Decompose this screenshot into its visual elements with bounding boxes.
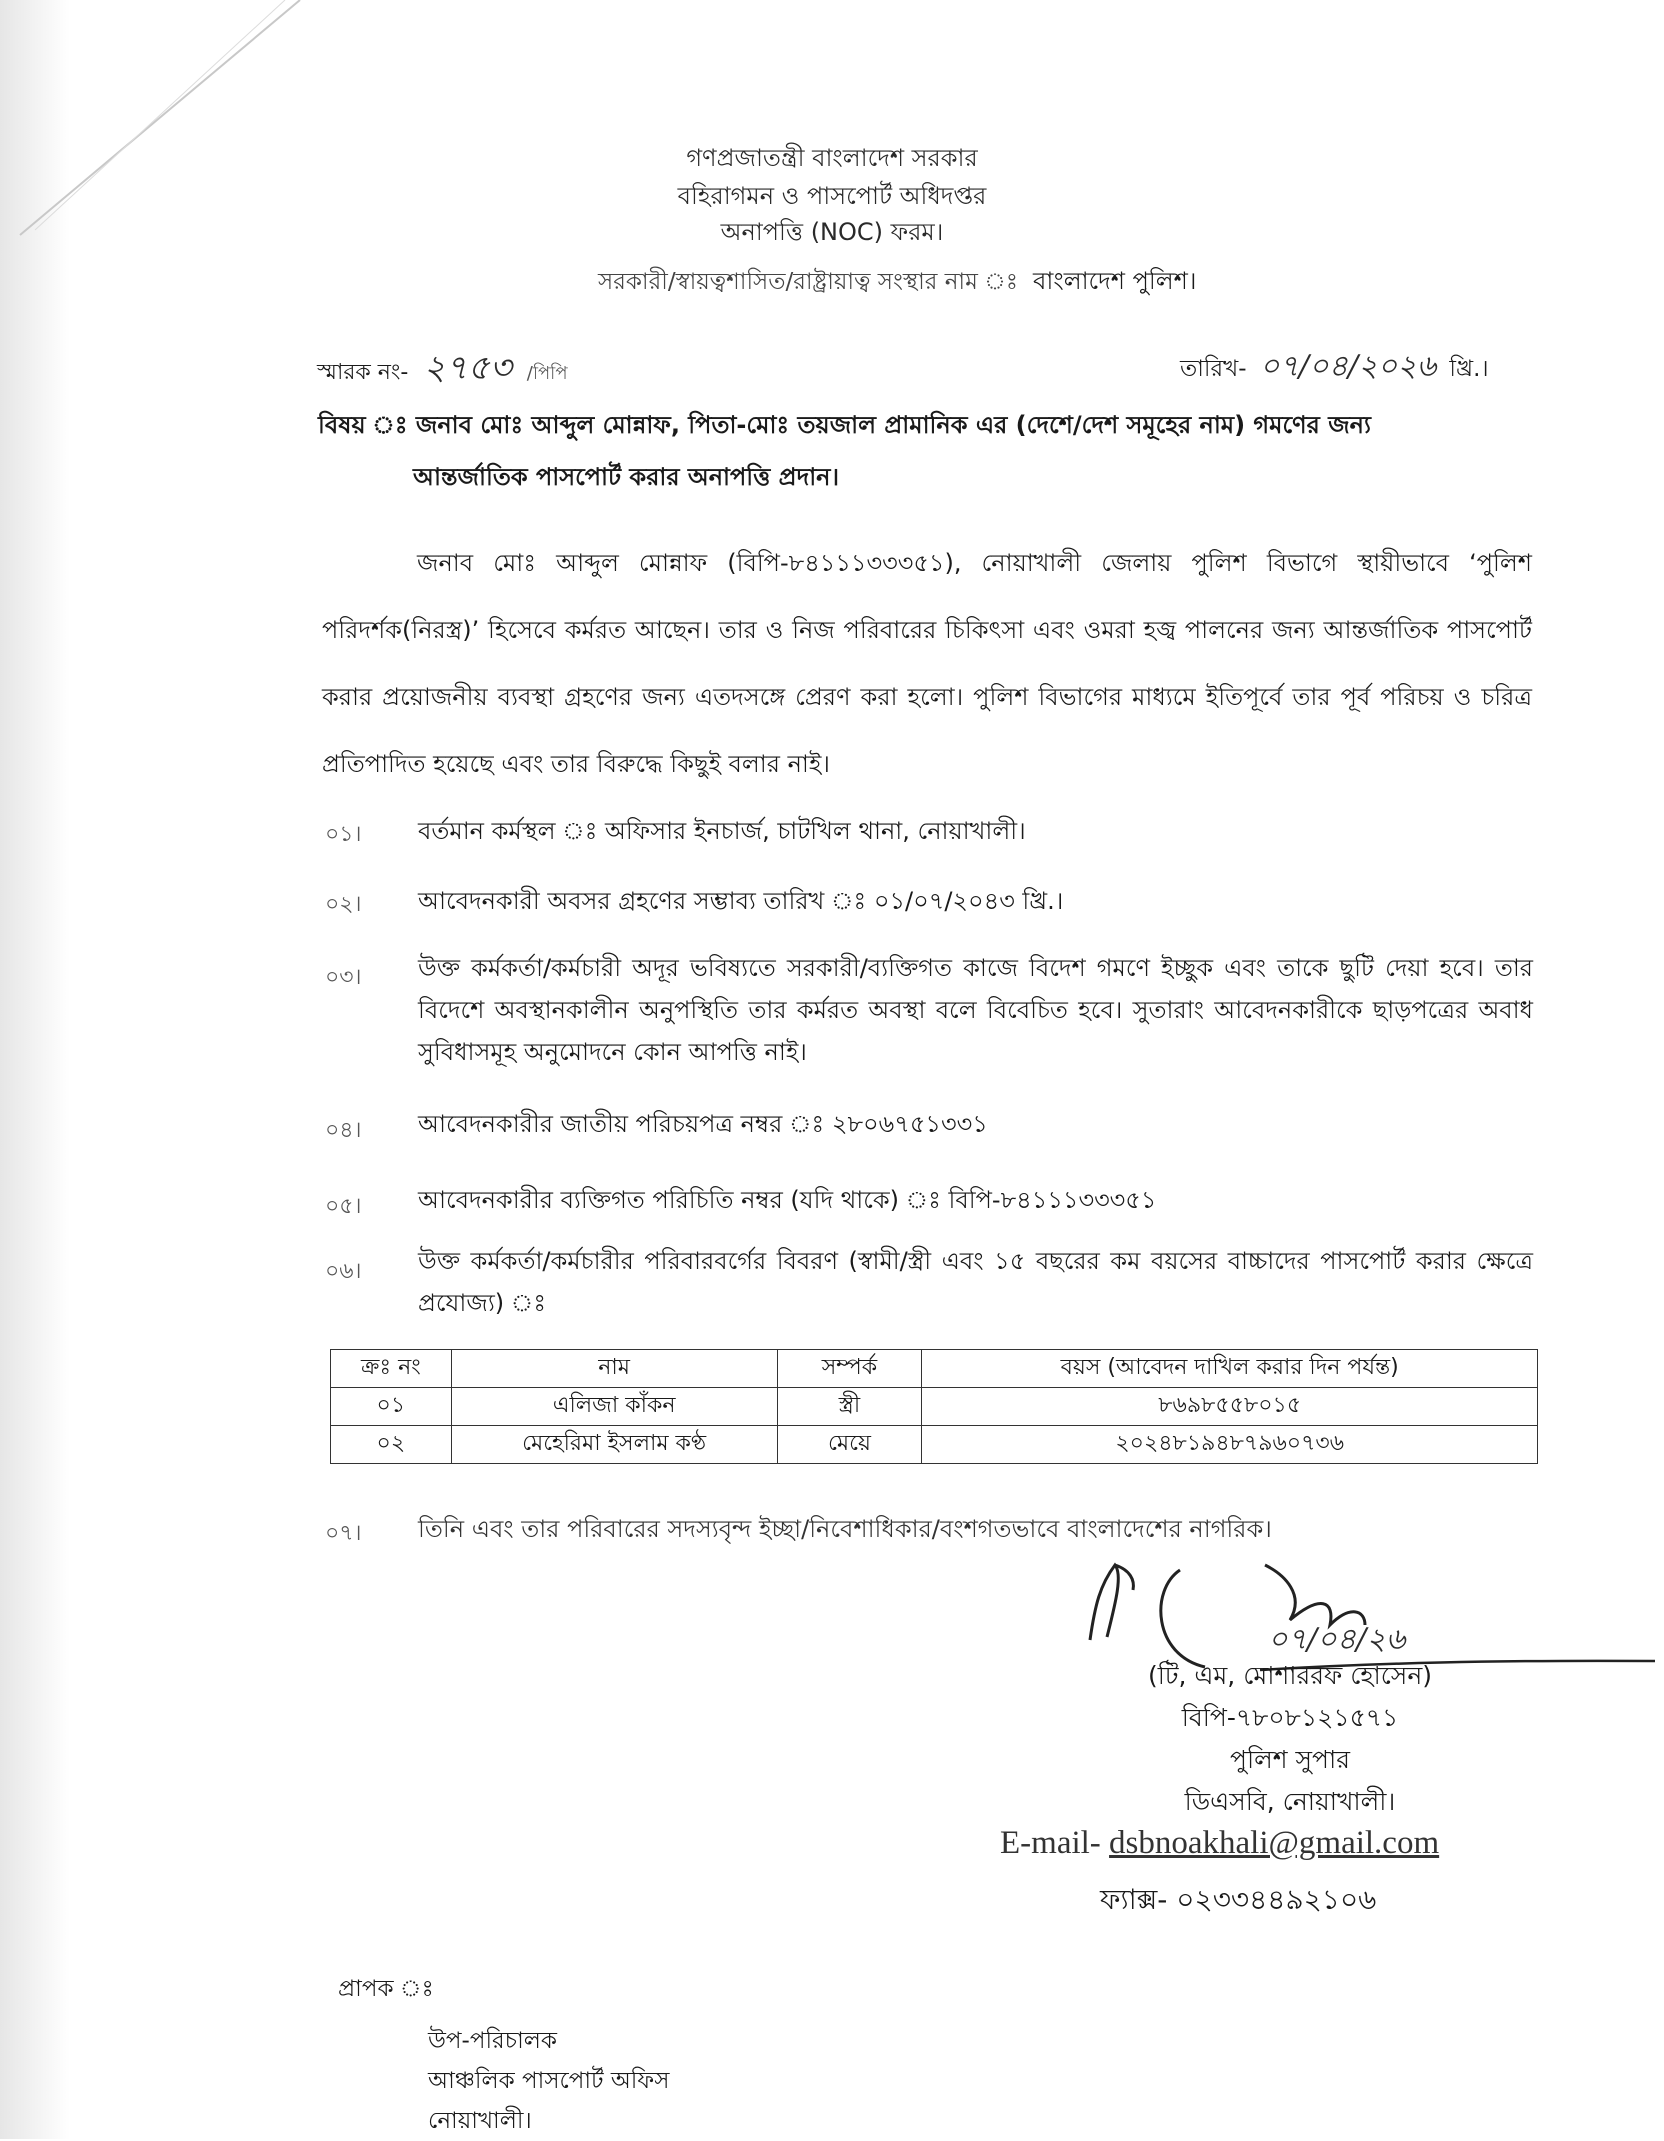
header-line-form: অনাপত্তি (NOC) ফরম। (720, 218, 944, 246)
date-label: তারিখ- (1180, 356, 1247, 382)
table-cell-serial: ০২ (331, 1426, 452, 1464)
signatory-name: (টি, এম, মোশাররফ হোসেন) (1147, 1661, 1432, 1690)
body-paragraph: জনাব মোঃ আব্দুল মোন্নাফ (বিপি-৮৪১১১৩৩৩৫১), নোয়াখালী জেলায় পুলিশ বিভাগে স্থায়ীভাবে ‘পুলিশ পরিদর্শক(নিরস্ত্র)’ হিসেবে কর্মরত আছেন। তার ও নিজ পরিবারের চিকিৎসা এবং ওমরা হজ্ব পালনের জন্য আন্তর্জাতিক পাসপোর্ট করার প্রয়োজনীয় ব্যবস্থা গ্রহণের জন্য এতদসঙ্গে প্রেরণ করা হলো। পুলিশ বিভাগের মাধ্যমে ইতিপূর্বে তার পূর্ব পরিচয় ও চরিত্র প্রতিপাদিত হয়েছে এবং তার বিরুদ্ধে কিছুই বলার নাই। (322, 549, 1532, 778)
table-cell-relation: স্ত্রী (777, 1388, 922, 1426)
email-line (1000, 1825, 1439, 1862)
table-header-row (331, 1350, 1538, 1388)
date-suffix: খ্রি.। (1449, 356, 1489, 382)
item-06-number: ০৬। (325, 1259, 362, 1284)
table-cell-age: ২০২৪৮১৯৪৮৭৯৬০৭৩৬ (922, 1426, 1538, 1464)
organization-label: সরকারী/স্বায়ত্বশাসিত/রাষ্ট্রায়াত্ব সংস্থার নাম ঃ (598, 269, 1019, 295)
recipient-line-3: নোয়াখালী। (428, 2108, 532, 2134)
table-cell-age: ৮৬৯৮৫৫৮০১৫ (922, 1388, 1538, 1426)
signatory-office: ডিএসবি, নোয়াখালী। (1184, 1787, 1396, 1816)
table-row (331, 1388, 1538, 1426)
table-cell-name: এলিজা কাঁকন (451, 1388, 777, 1426)
signatory-bp: বিপি-৭৮০৮১২১৫৭১ (1181, 1703, 1399, 1732)
memo-suffix: /পিপি (526, 363, 568, 384)
memo-line (317, 342, 568, 399)
item-07-number: ০৭। (325, 1521, 362, 1546)
recipient-line-2: আঞ্চলিক পাসপোর্ট অফিস (428, 2068, 670, 2094)
organization-name: বাংলাদেশ পুলিশ। (1033, 267, 1197, 295)
signatory-designation: পুলিশ সুপার (1230, 1745, 1350, 1774)
item-01-text: বর্তমান কর্মস্থল ঃ অফিসার ইনচার্জ, চাটখিল থানা, নোয়াখালী। (418, 817, 1026, 845)
recipient-label: প্রাপক ঃ (338, 1976, 434, 2002)
item-06-text: উক্ত কর্মকর্তা/কর্মচারীর পরিবারবর্গের বিবরণ (স্বামী/স্ত্রী এবং ১৫ বছরের কম বয়সের বাচ্চাদের পাসপোর্ট করার ক্ষেত্রে প্রযোজ্য) ঃ (418, 1247, 1533, 1317)
item-02-number: ০২। (325, 892, 362, 917)
recipient-line-1: উপ-পরিচালক (428, 2028, 557, 2054)
subject-line-1: বিষয় ঃ জনাব মোঃ আব্দুল মোন্নাফ, পিতা-মোঃ তয়জাল প্রামানিক এর (দেশে/দেশ সমূহের নাম) গমণের জন্য (318, 411, 1371, 439)
header-line-govt: গণপ্রজাতন্ত্রী বাংলাদেশ সরকার (686, 144, 978, 172)
signature-date: ০৭/০৪/২৬ (1268, 1622, 1406, 1657)
item-07-text: তিনি এবং তার পরিবারের সদস্যবৃন্দ ইচ্ছা/নিবেশাধিকার/বংশগতভাবে বাংলাদেশের নাগরিক। (418, 1515, 1272, 1543)
item-05-number: ০৫। (325, 1194, 362, 1219)
item-05-text: আবেদনকারীর ব্যক্তিগত পরিচিতি নম্বর (যদি থাকে) ঃ বিপি-৮৪১১১৩৩৩৫১ (418, 1186, 1157, 1214)
table-row (331, 1426, 1538, 1464)
item-03-number: ০৩। (325, 965, 362, 990)
date-value: ০৭/০৪/২০২৬ (1259, 349, 1437, 384)
table-header-age: বয়স (আবেদন দাখিল করার দিন পর্যন্ত) (922, 1350, 1538, 1388)
table-cell-serial: ০১ (331, 1388, 452, 1426)
subject-line-2: আন্তর্জাতিক পাসপোর্ট করার অনাপত্তি প্রদান। (413, 463, 840, 491)
item-01-number: ০১। (325, 822, 362, 847)
organization-line (598, 263, 1196, 303)
fax-line: ফ্যাক্স- ০২৩৩৪৪৯২১০৬ (1100, 1883, 1377, 1916)
item-02-text: আবেদনকারী অবসর গ্রহণের সম্ভাব্য তারিখ ঃ ০১/০৭/২০৪৩ খ্রি.। (418, 887, 1064, 915)
item-04-number: ০৪। (325, 1118, 362, 1143)
scan-shadow (0, 0, 70, 2139)
item-03-text: উক্ত কর্মকর্তা/কর্মচারী অদূর ভবিষ্যতে সরকারী/ব্যক্তিগত কাজে বিদেশ গমণে ইচ্ছুক এবং তাকে ছুটি দেয়া হবে। তার বিদেশে অবস্থানকালীন অনুপস্থিতি তার কর্মরত অবস্থা বলে বিবেচিত হবে। সুতারাং আবেদনকারীকে ছাড়পত্রের অবাধ সুবিধাসমূহ অনুমোদনে কোন আপত্তি নাই। (418, 954, 1533, 1066)
table-header-serial: ক্রঃ নং (331, 1350, 452, 1388)
table-cell-relation: মেয়ে (777, 1426, 922, 1464)
table-header-name: নাম (451, 1350, 777, 1388)
signature-block (1080, 1655, 1500, 1823)
email-address: dsbnoakhali@gmail.com (1109, 1825, 1440, 1861)
family-table (330, 1349, 1538, 1464)
memo-number: ২৭৫৩ (423, 348, 512, 388)
header-line-dept: বহিরাগমন ও পাসপোর্ট অধিদপ্তর (677, 182, 987, 210)
memo-label: স্মারক নং- (317, 360, 409, 385)
item-04-text: আবেদনকারীর জাতীয় পরিচয়পত্র নম্বর ঃ ২৮০৬৭৫১৩৩১ (418, 1110, 988, 1138)
table-header-relation: সম্পর্ক (777, 1350, 922, 1388)
table-cell-name: মেহেরিমা ইসলাম কণ্ঠ (451, 1426, 777, 1464)
date-line (1180, 342, 1489, 393)
email-label: E-mail- (1000, 1825, 1101, 1861)
